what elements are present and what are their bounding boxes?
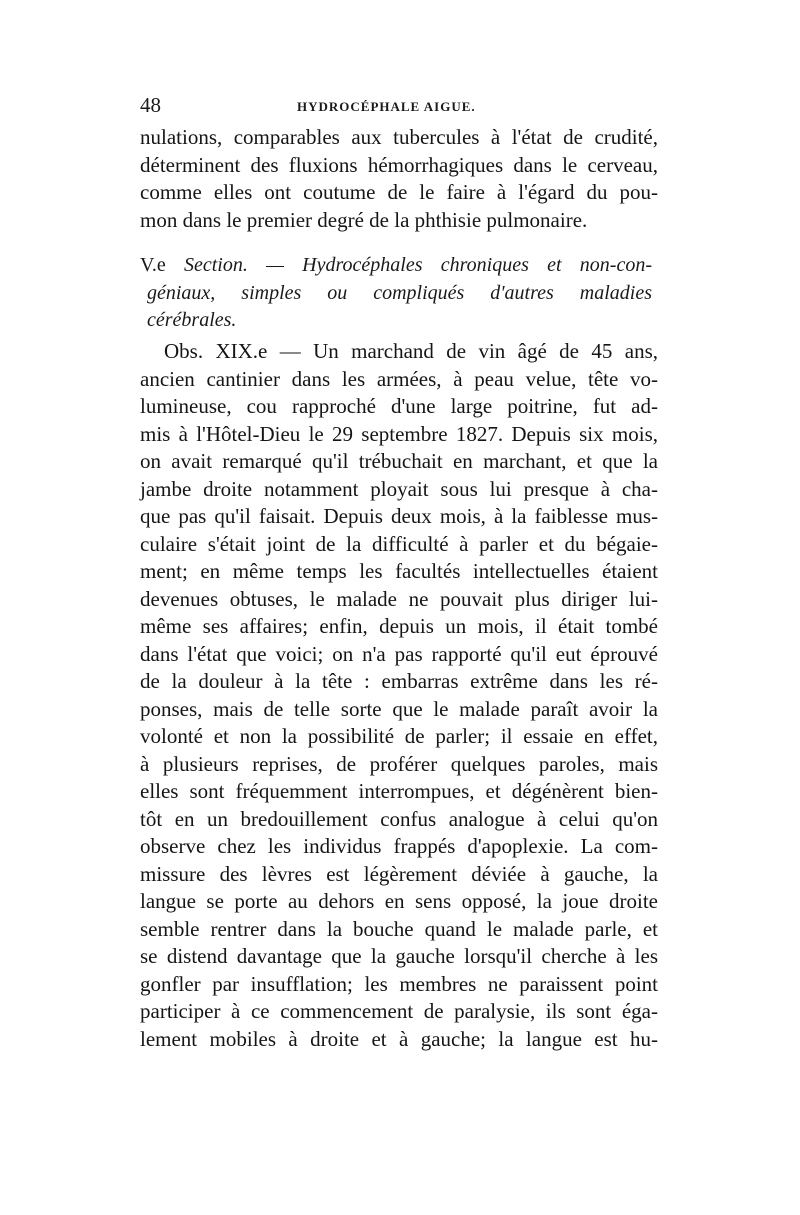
section-heading [140, 252, 652, 335]
text-line: langue se porte au dehors en sens opposé, la joue droite [140, 889, 658, 913]
text-line: lumineuse, cou rapproché d'une large poitrine, fut ad- [140, 394, 658, 418]
text-line: participer à ce commencement de paralysie, ils sont éga- [140, 999, 658, 1023]
text-line: à plusieurs reprises, de proférer quelques paroles, mais [140, 751, 658, 776]
text-line: déterminent des fluxions hémorrhagiques dans le cerveau, [140, 152, 658, 177]
text-line: se distend davantage que la gauche lorsqu'il cherche à les [140, 944, 658, 968]
text-line: dans l'état que voici; on n'a pas rapporté qu'il eut éprouvé [140, 641, 658, 666]
section-heading-line-2: géniaux, simples ou compliqués d'autres maladies [147, 281, 652, 304]
text-line: mis à l'Hôtel-Dieu le 29 septembre 1827. Depuis six mois, [140, 421, 658, 446]
page-header [140, 93, 670, 123]
observation-paragraph [140, 338, 658, 1053]
paragraph-continuation [140, 124, 658, 234]
text-line: elles sont fréquemment interrompues, et dégénèrent bien- [140, 779, 658, 803]
text-line: de la douleur à la tête : embarras extrême dans les ré- [140, 669, 658, 693]
text-line: semble rentrer dans la bouche quand le malade parle, et [140, 916, 658, 941]
text-line: on avait remarqué qu'il trébuchait en marchant, et que la [140, 449, 658, 473]
section-number: V.e [140, 254, 166, 276]
text-line: même ses affaires; enfin, depuis un mois, il était tombé [140, 614, 658, 638]
text-line: volonté et non la possibilité de parler; il essaie en effet, [140, 724, 658, 748]
page-number: 48 [140, 93, 161, 117]
text-line: Obs. XIX.e — Un marchand de vin âgé de 45 ans, [164, 339, 658, 363]
text-line: ancien cantinier dans les armées, à peau velue, tête vo- [140, 366, 658, 391]
text-line: devenues obtuses, le malade ne pouvait plus diriger lui- [140, 586, 658, 611]
text-line: missure des lèvres est légèrement déviée à gauche, la [140, 861, 658, 886]
text-line: mon dans le premier degré de la phthisie pulmonaire. [140, 207, 588, 232]
text-line: tôt en un bredouillement confus analogue à celui qu'on [140, 806, 658, 831]
text-line: culaire s'était joint de la difficulté à parler et du bégaie- [140, 531, 658, 556]
text-line: jambe droite notamment ployait sous lui presque à cha- [140, 476, 658, 501]
text-line: lement mobiles à droite et à gauche; la langue est hu- [140, 1026, 658, 1051]
text-line: observe chez les individus frappés d'apoplexie. La com- [140, 834, 658, 858]
text-line: comme elles ont coutume de le faire à l'égard du pou- [140, 180, 658, 204]
running-head: HYDROCÉPHALE AIGUE. [297, 99, 476, 114]
text-line: que pas qu'il faisait. Depuis deux mois, à la faiblesse mus- [140, 504, 658, 528]
section-heading-line-1 [140, 252, 652, 280]
section-title-part-1: Section. — Hydrocéphales chroniques et non-con- [184, 254, 652, 276]
text-line: nulations, comparables aux tubercules à l'état de crudité, [140, 125, 658, 149]
text-line: gonfler par insufflation; les membres ne paraissent point [140, 971, 658, 996]
text-line: ponses, mais de telle sorte que le malade paraît avoir la [140, 696, 658, 721]
text-line: ment; en même temps les facultés intellectuelles étaient [140, 559, 658, 583]
section-heading-line-3: cérébrales. [147, 309, 237, 331]
